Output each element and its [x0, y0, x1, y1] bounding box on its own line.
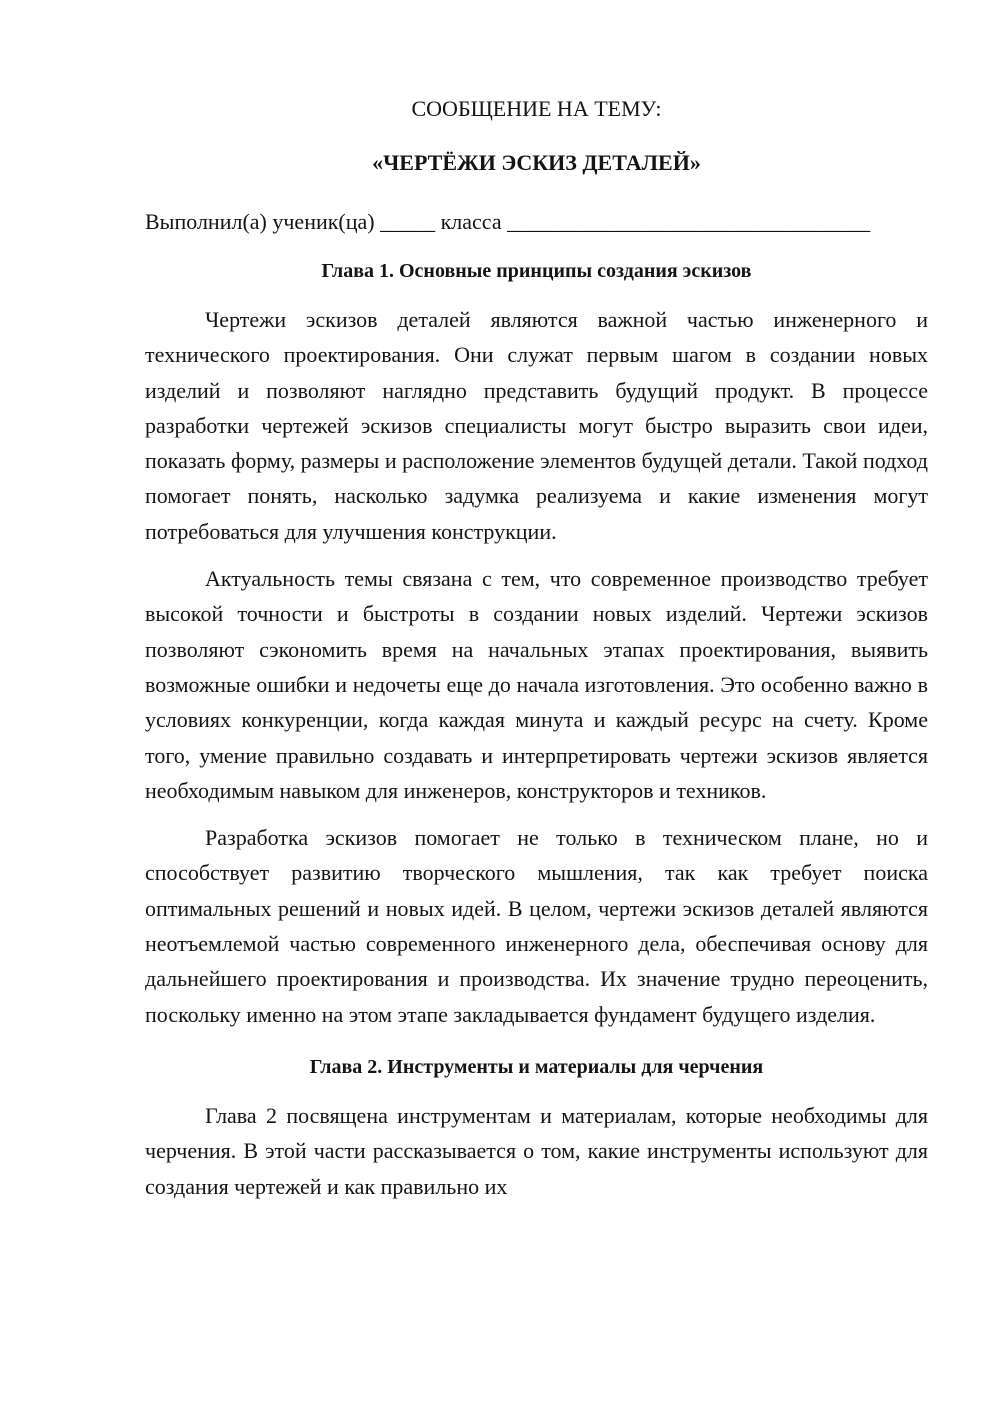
- chapter-2-paragraph-1: Глава 2 посвящена инструментам и материалам, которые необходимы для черчения. В этой части рассказывается о том, какие инструменты используют для создания чертежей и как правильно их: [145, 1102, 928, 1199]
- chapter-1-paragraph-3: Разработка эскизов помогает не только в техническом плане, но и способствует развитию творческого мышления, так как требует поиска оптимальных решений и новых идей. В целом, чертежи эскизов деталей являются неотъемлемой частью современного инженерного дела, обеспечивая основу для дальнейшего проектирования и производства. Их значение трудно переоценить, поскольку именно на этом этапе закладывается фундамент будущего изделия.: [145, 825, 928, 1027]
- chapter-1-heading: Глава 1. Основные принципы создания эскизов: [321, 260, 752, 282]
- document-title-line-1: СООБЩЕНИЕ НА ТЕМУ:: [411, 96, 662, 121]
- chapter-2-heading: Глава 2. Инструменты и материалы для черчения: [309, 1055, 764, 1078]
- document-title-line-2: «ЧЕРТЁЖИ ЭСКИЗ ДЕТАЛЕЙ»: [372, 150, 701, 175]
- chapter-1-paragraph-2: Актуальность темы связана с тем, что современное производство требует высокой точности и быстроты в создании новых изделий. Чертежи эскизов позволяют сэкономить время на начальных этапах проектирования, выявить возможные ошибки и недочеты еще до начала изготовления. Это особенно важно в условиях конкуренции, когда каждая минута и каждый ресурс на счету. Кроме того, умение правильно создавать и интерпретировать чертежи эскизов является необходимым навыком для инженеров, конструкторов и техников.: [145, 566, 928, 803]
- chapter-1-paragraph-1: Чертежи эскизов деталей являются важной частью инженерного и технического проектирования. Они служат первым шагом в создании новых изделий и позволяют наглядно представить будущий продукт. В процессе разработки чертежей эскизов специалисты могут быстро выразить свои идеи, показать форму, размеры и расположение элементов будущей детали. Такой подход помогает понять, насколько задумка реализуема и какие изменения могут потребоваться для улучшения конструкции.: [145, 307, 928, 544]
- document-page: [145, 92, 928, 1204]
- author-line: Выполнил(а) ученик(ца) _____ класса _________________________________: [145, 209, 871, 234]
